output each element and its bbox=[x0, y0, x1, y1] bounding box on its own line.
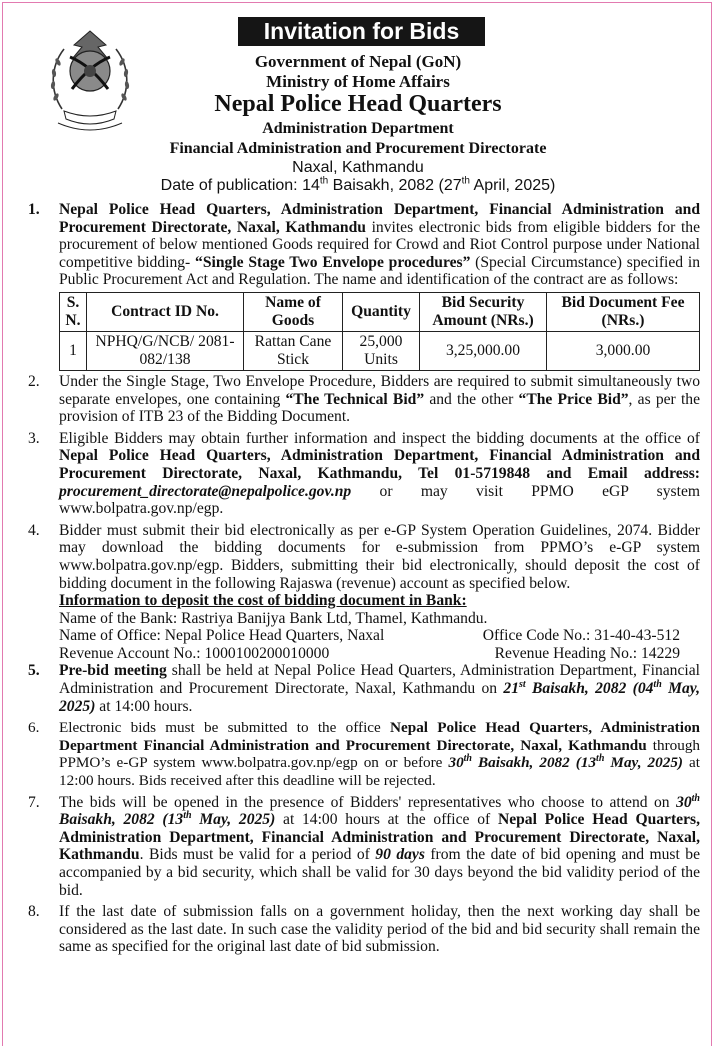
list-item-5: 5. Pre-bid meeting shall be held at Nepal Police Head Quarters, Administration Department, Financial Administration and Procurement Directorate, Naxal, Kathmandu on 21st Baisakh, 2082 (04th May, 2025) at 14:00 hours. bbox=[28, 662, 700, 715]
contract-table bbox=[59, 292, 700, 371]
list-item-8: 8. If the last date of submission falls on a government holiday, then the next working day shall be considered as the last date. In such case the validity period of the bid and bid security shall remain the same as specified for the original last date of bid submission. bbox=[28, 903, 700, 956]
header-directorate: Financial Administration and Procurement Directorate bbox=[169, 140, 547, 157]
header-ministry: Ministry of Home Affairs bbox=[266, 72, 450, 91]
email-link[interactable]: procurement_directorate@nepalpolice.gov.np bbox=[59, 482, 352, 500]
list-item-6: 6. Electronic bids must be submitted to the office Nepal Police Head Quarters, Administration Department Financial Administration and Procurement Directorate, Naxal, Kathmandu through PPMO’s e-GP system www.bolpatra.gov.np/egp on or before 30th Baisakh, 2082 (13th May, 2025) at 12:00 hours. Bids received after this deadline will be rejected. bbox=[28, 719, 701, 790]
col-quantity: Quantity bbox=[343, 292, 420, 331]
col-doc-fee: Bid Document Fee (NRs.) bbox=[547, 292, 700, 331]
list-item-4: 4. Bidder must submit their bid electronically as per e-GP System Operation Guidelines, 2074. Bidder may download the bidding documents for e-submission from PPMO’s e-GP system www.bolpatra.gov.np/egp. Bidders, submitting their bid electronically, should deposit the cost of bidding document in the following Rajaswa (revenue) account as specified below. Information to deposit the cost of bidding document in Bank: Name of the Bank: Rastriya Banijya Bank Ltd, Thamel, Kathmandu. Name of Office: Nepal Police Head Quarters, Naxal Office Code No.: 31-40-43-512 Revenue Account No.: 1000100200010000 Revenue Heading No.: 14229 bbox=[28, 521, 700, 662]
list-item-7: 7. The bids will be opened in the presence of Bidders' representatives who choose to attend on 30th Baisakh, 2082 (13th May, 2025) at 14:00 hours at the office of Nepal Police Head Quarters, Administration Department, Financial Administration and Procurement Directorate, Naxal, Kathmandu. Bids must be valid for a period of 90 days from the date of bid opening and must be accompanied by a bid security, which shall be valid for 30 days beyond the bid validity period of the bid. bbox=[28, 792, 700, 899]
cell-contract-id: NPHQ/G/NCB/ 2081-082/138 bbox=[87, 331, 244, 370]
publication-date: Date of publication: 14th Baisakh, 2082 (27th April, 2025) bbox=[160, 175, 556, 194]
col-sn: S. N. bbox=[60, 292, 87, 331]
cell-quantity: 25,000 Units bbox=[343, 331, 420, 370]
cell-bid-security: 3,25,000.00 bbox=[420, 331, 547, 370]
cell-sn: 1 bbox=[60, 331, 87, 370]
revenue-account: Revenue Account No.: 1000100200010000 bbox=[59, 644, 330, 662]
header-address: Naxal, Kathmandu bbox=[292, 159, 424, 176]
page-title-banner: Invitation for Bids bbox=[238, 17, 485, 46]
list-item-3: 3. Eligible Bidders may obtain further information and inspect the bidding documents at the office of Nepal Police Head Quarters, Administration Department, Financial Administration and Procurement Directorate, Naxal, Kathmandu, Tel 01-5719848 and Email address: procurement_directorate@nepalpolice.gov.np or may visit PPMO eGP system www.bolpatra.gov.np/egp. bbox=[28, 429, 700, 518]
office-row bbox=[59, 627, 700, 645]
bank-info-title: Information to deposit the cost of bidding document in Bank: bbox=[59, 592, 467, 610]
list-item-2: 2. Under the Single Stage, Two Envelope Procedure, Bidders are required to submit simultaneously two separate envelopes, one containing “The Technical Bid” and the other “The Price Bid”, as per the provision of ITB 23 of the Bidding Document. bbox=[28, 372, 700, 426]
revenue-row bbox=[59, 645, 700, 663]
col-contract-id: Contract ID No. bbox=[87, 292, 244, 331]
notice-body bbox=[22, 201, 700, 956]
list-item-1: 1. Nepal Police Head Quarters, Administration Department, Financial Administration and Procurement Directorate, Naxal, Kathmandu invites electronic bids from eligible bidders for the procurement of below mentioned Goods required for Crowd and Riot Control purpose under National competitive bidding- “Single Stage Two Envelope procedures” (Special Circumstance) specified in Public Procurement Act and Regulation. The name and identification of the contract are as follows: S. N. Contract ID No. Name of Goods Quantity Bid Security Amount (NRs.) Bid Document Fee (NRs.) 1 NPHQ/G/NCB/ 2081-082/138 Rattan Cane Stick 25,000 Units 3,25,000.00 3,000.00 bbox=[22, 201, 700, 371]
bank-name: Name of the Bank: Rastriya Banijya Bank Ltd, Thamel, Kathmandu. bbox=[59, 609, 488, 627]
cell-goods: Rattan Cane Stick bbox=[244, 331, 343, 370]
table-header-row bbox=[60, 292, 700, 331]
header-organization: Nepal Police Head Quarters bbox=[214, 91, 502, 117]
col-bid-security: Bid Security Amount (NRs.) bbox=[420, 292, 547, 331]
header-government: Government of Nepal (GoN) bbox=[254, 52, 462, 71]
office-name: Name of Office: Nepal Police Head Quarters, Naxal bbox=[59, 627, 385, 645]
header-department: Administration Department bbox=[262, 120, 454, 137]
table-row bbox=[60, 331, 700, 370]
office-code: Office Code No.: 31-40-43-512 bbox=[482, 627, 680, 645]
col-goods: Name of Goods bbox=[244, 292, 343, 331]
revenue-heading: Revenue Heading No.: 14229 bbox=[494, 644, 680, 662]
cell-doc-fee: 3,000.00 bbox=[547, 331, 700, 370]
